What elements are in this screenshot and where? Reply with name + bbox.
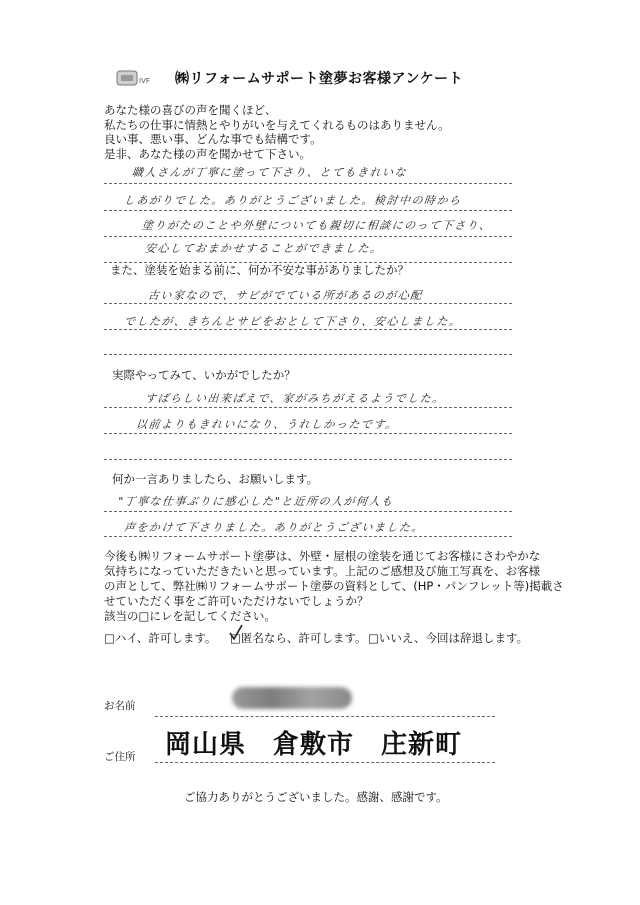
consent-text: [104, 549, 564, 624]
svg-text:IVF: IVF: [139, 77, 150, 85]
question-2: また、塗装を始まる前に、何か不安な事がありましたか？: [110, 263, 409, 277]
answer-rule: [104, 236, 512, 237]
handwritten-answer: 塗りがたのことや外壁についても親切に相談にのって下さり、: [141, 219, 493, 232]
consent-line: 該当の□にレを記してください。: [104, 609, 276, 623]
answer-rule: [104, 354, 512, 355]
redacted-name: [232, 687, 352, 709]
option-permit-checkbox[interactable]: □ハイ、許可します。: [104, 631, 217, 645]
handwritten-answer: 職人さんが丁寧に塗って下さり、とてもきれいな: [131, 166, 408, 179]
consent-line: の声として、弊社㈱リフォームサポート塗夢の資料として、(HP・パンフレット等)掲載さ: [104, 579, 564, 593]
name-label: お名前: [104, 700, 136, 712]
question-3: 実際やってみて、いかがでしたか？: [112, 368, 296, 382]
intro-line: 私たちの仕事に情熱とやりがいを与えてくれるものはありません。: [104, 117, 450, 132]
consent-line: せていただく事をご許可いただけないでしょうか？: [104, 594, 369, 608]
answer-rule: [104, 183, 512, 184]
handwritten-answer: でしたが、きちんとサビをおとして下さり、安心しました。: [123, 315, 463, 328]
option-anonymous-checkbox[interactable]: □匿名なら、許可します。: [230, 631, 367, 645]
handwritten-answer: 古い家なので、サビがでている所があるのが心配: [147, 289, 424, 302]
answer-rule: [104, 511, 512, 512]
address-value: 岡山県 倉敷市 庄新町: [165, 730, 463, 760]
handwritten-answer: 声をかけて下さりました。ありがとうございました。: [123, 521, 425, 534]
option-decline-checkbox[interactable]: □いいえ、今回は辞退します。: [368, 631, 529, 645]
checkmark-icon: [228, 624, 244, 642]
thanks-text: ご協力ありがとうございました。感謝、感謝です。: [184, 790, 448, 804]
company-logo-icon: [113, 68, 151, 88]
intro-line: 良い事、悪い事、どんな事でも結構です。: [104, 132, 322, 146]
answer-rule: [104, 329, 512, 330]
handwritten-answer: しあがりでした。ありがとうございました。検討中の時から: [123, 194, 463, 207]
answer-rule: [104, 303, 512, 304]
consent-line: 今後も㈱リフォームサポート塗夢は、外壁・屋根の塗装を通じてお客様にさわやかな: [104, 549, 541, 563]
handwritten-answer: "丁寧な仕事ぶりに感心した"と近所の人が何人も: [117, 495, 395, 508]
handwritten-answer: 安心しておまかせすることができました。: [144, 242, 384, 255]
consent-line: 気持ちになっていただきたいと思っています。上記のご感想及び施工写真を、お客様: [104, 564, 541, 578]
handwritten-answer: 以前よりもきれいになり、うれしかったです。: [135, 418, 399, 431]
handwritten-answer: すばらしい出来ばえで、家がみちがえるようでした。: [144, 392, 446, 405]
answer-rule: [104, 433, 512, 434]
question-4: 何か一言ありましたら、お願いします。: [112, 472, 319, 486]
answer-rule: [104, 459, 512, 460]
address-label: ご住所: [104, 751, 136, 763]
intro-text: [104, 103, 450, 161]
address-rule: [155, 762, 495, 763]
answer-rule: [104, 210, 512, 211]
intro-line: あなた様の喜びの声を聞くほど、: [104, 103, 277, 117]
intro-line: 是非、あなた様の声を聞かせて下さい。: [104, 146, 311, 161]
page-title: ㈱リフォームサポート塗夢お客様アンケート: [175, 71, 464, 87]
answer-rule: [104, 536, 512, 537]
name-rule: [155, 716, 495, 717]
answer-rule: [104, 407, 512, 408]
